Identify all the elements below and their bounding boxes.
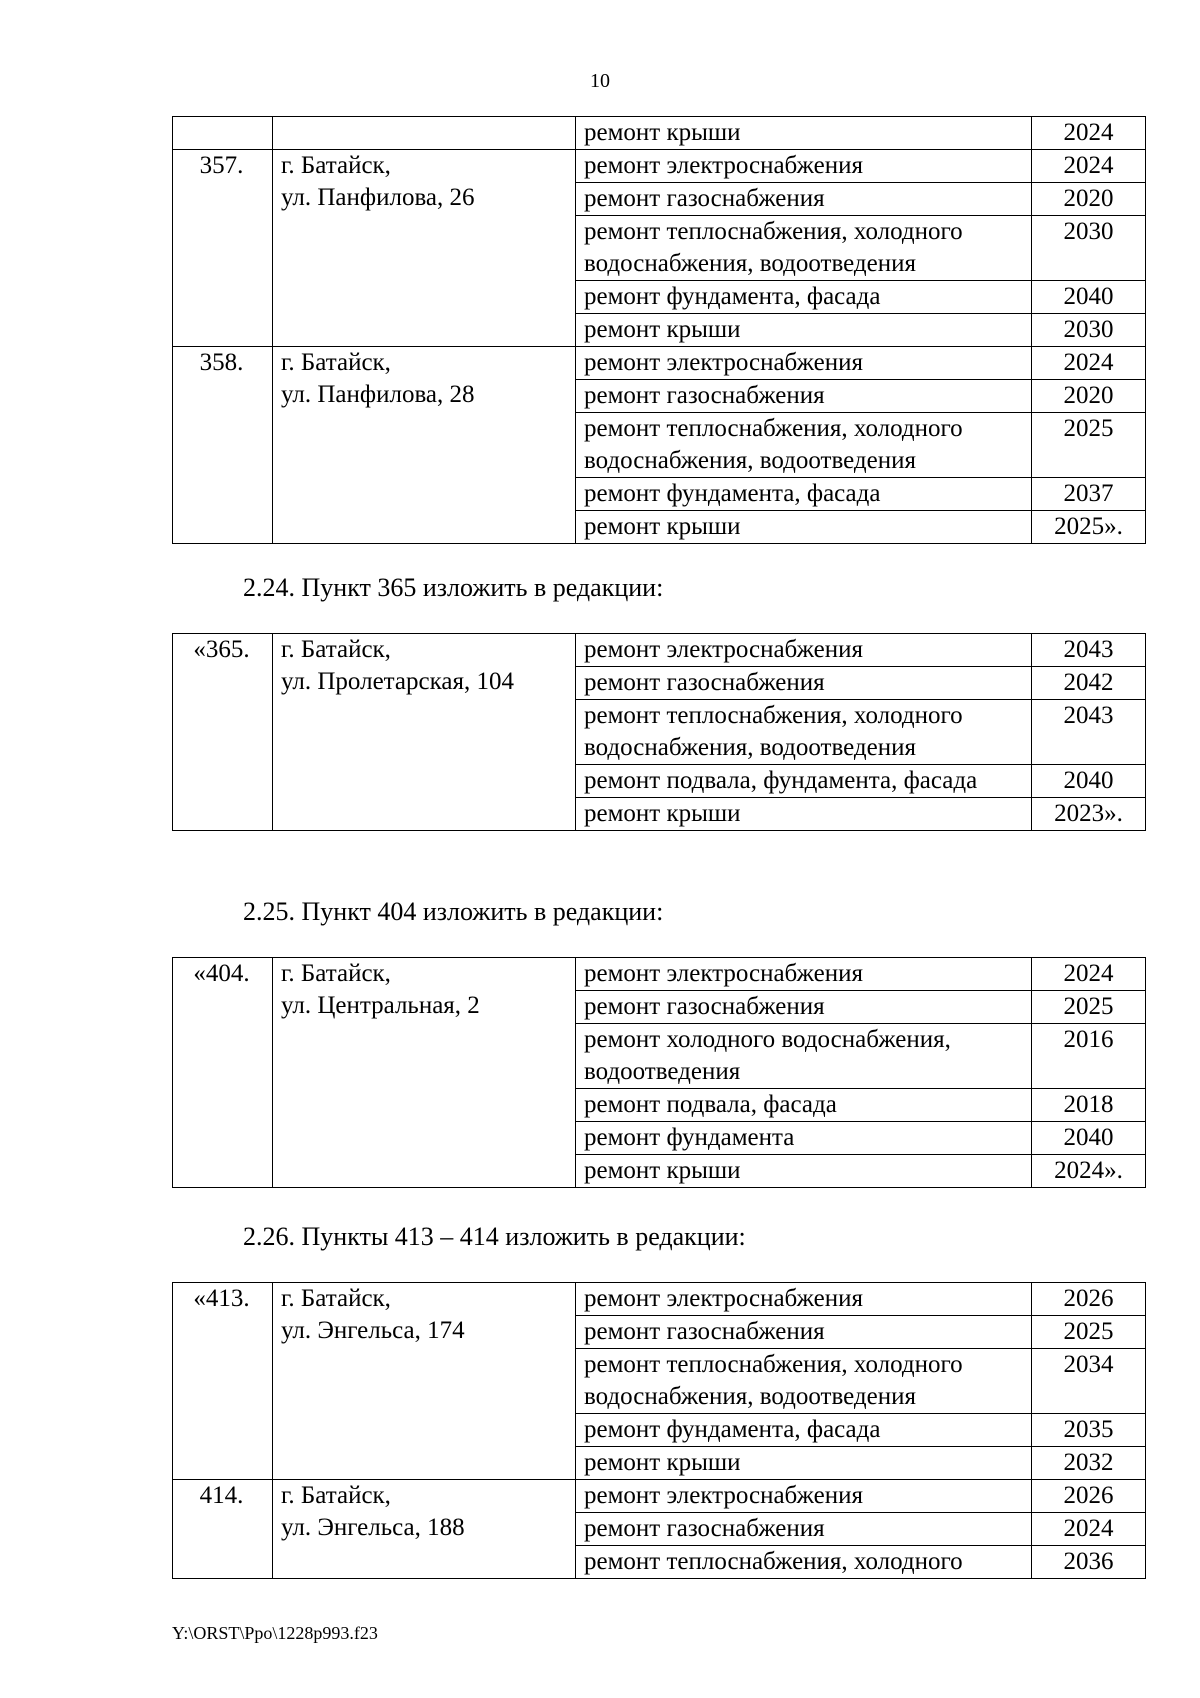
work-year: 2024 <box>1032 117 1146 150</box>
work-type: ремонт крыши <box>576 511 1032 544</box>
address-cell <box>273 958 576 1188</box>
work-year: 2024 <box>1032 150 1146 183</box>
work-type: ремонт крыши <box>576 1447 1032 1480</box>
item-number: «413. <box>173 1283 273 1480</box>
section-heading-2-25: 2.25. Пункт 404 изложить в редакции: <box>243 897 664 926</box>
address-street: ул. Панфилова, 28 <box>281 381 475 408</box>
address-city: г. Батайск, <box>281 152 391 179</box>
work-type: ремонт фундамента, фасада <box>576 478 1032 511</box>
work-type: ремонт подвала, фундамента, фасада <box>576 765 1032 798</box>
address-city: г. Батайск, <box>281 636 391 663</box>
item-number: 414. <box>173 1480 273 1579</box>
work-type: ремонт газоснабжения <box>576 991 1032 1024</box>
work-year: 2016 <box>1032 1024 1146 1089</box>
work-year: 2040 <box>1032 281 1146 314</box>
work-type: ремонт газоснабжения <box>576 380 1032 413</box>
work-type: ремонт электроснабжения <box>576 347 1032 380</box>
table-row <box>173 958 1146 991</box>
file-path-footer: Y:\ORST\Ppo\1228p993.f23 <box>172 1623 378 1643</box>
work-year: 2032 <box>1032 1447 1146 1480</box>
work-year: 2043 <box>1032 634 1146 667</box>
work-type: ремонт теплоснабжения, холодного водоснабжения, водоотведения <box>576 413 1032 478</box>
work-year: 2025». <box>1032 511 1146 544</box>
works-table-413-414 <box>172 1282 1146 1579</box>
work-year: 2037 <box>1032 478 1146 511</box>
work-type: ремонт электроснабжения <box>576 634 1032 667</box>
work-type: ремонт фундамента, фасада <box>576 1414 1032 1447</box>
address-cell <box>273 1283 576 1480</box>
work-year: 2020 <box>1032 380 1146 413</box>
work-year: 2020 <box>1032 183 1146 216</box>
work-type: ремонт крыши <box>576 314 1032 347</box>
work-year: 2036 <box>1032 1546 1146 1579</box>
work-year: 2042 <box>1032 667 1146 700</box>
table-row <box>173 1480 1146 1513</box>
work-year: 2040 <box>1032 1122 1146 1155</box>
work-type: ремонт газоснабжения <box>576 1316 1032 1349</box>
table-row <box>173 117 1146 150</box>
work-type: ремонт электроснабжения <box>576 1283 1032 1316</box>
address-street: ул. Энгельса, 174 <box>281 1317 465 1344</box>
address-street: ул. Энгельса, 188 <box>281 1514 465 1541</box>
work-type: ремонт фундамента, фасада <box>576 281 1032 314</box>
address-cell <box>273 1480 576 1579</box>
work-type: ремонт газоснабжения <box>576 1513 1032 1546</box>
work-year: 2043 <box>1032 700 1146 765</box>
address-city: г. Батайск, <box>281 960 391 987</box>
work-type: ремонт электроснабжения <box>576 958 1032 991</box>
work-year: 2025 <box>1032 991 1146 1024</box>
address-street: ул. Центральная, 2 <box>281 992 480 1019</box>
work-type: ремонт газоснабжения <box>576 183 1032 216</box>
work-year: 2024 <box>1032 1513 1146 1546</box>
work-type: ремонт подвала, фасада <box>576 1089 1032 1122</box>
table-row <box>173 634 1146 667</box>
work-year: 2034 <box>1032 1349 1146 1414</box>
works-table-continuation <box>172 116 1146 544</box>
work-type: ремонт холодного водоснабжения, водоотведения <box>576 1024 1032 1089</box>
work-year: 2035 <box>1032 1414 1146 1447</box>
item-number: 357. <box>173 150 273 347</box>
work-type: ремонт теплоснабжения, холодного <box>576 1546 1032 1579</box>
address-city: г. Батайск, <box>281 1482 391 1509</box>
work-type: ремонт теплоснабжения, холодного водоснабжения, водоотведения <box>576 1349 1032 1414</box>
table-row <box>173 1283 1146 1316</box>
work-year: 2040 <box>1032 765 1146 798</box>
work-year: 2026 <box>1032 1283 1146 1316</box>
works-table-365 <box>172 633 1146 831</box>
work-year: 2025 <box>1032 1316 1146 1349</box>
work-year: 2024». <box>1032 1155 1146 1188</box>
address-cell <box>273 634 576 831</box>
table-row <box>173 150 1146 183</box>
item-number: «365. <box>173 634 273 831</box>
address-cell <box>273 347 576 544</box>
work-year: 2023». <box>1032 798 1146 831</box>
work-type: ремонт теплоснабжения, холодного водоснабжения, водоотведения <box>576 700 1032 765</box>
works-table-404 <box>172 957 1146 1188</box>
work-type: ремонт электроснабжения <box>576 1480 1032 1513</box>
work-year: 2024 <box>1032 347 1146 380</box>
work-year: 2024 <box>1032 958 1146 991</box>
work-year: 2030 <box>1032 216 1146 281</box>
work-year: 2026 <box>1032 1480 1146 1513</box>
item-number: «404. <box>173 958 273 1188</box>
address-street: ул. Пролетарская, 104 <box>281 668 514 695</box>
section-heading-2-24: 2.24. Пункт 365 изложить в редакции: <box>243 573 664 602</box>
address-city: г. Батайск, <box>281 1285 391 1312</box>
section-heading-2-26: 2.26. Пункты 413 – 414 изложить в редакции: <box>243 1222 746 1251</box>
work-year: 2025 <box>1032 413 1146 478</box>
table-row <box>173 347 1146 380</box>
work-year: 2030 <box>1032 314 1146 347</box>
work-type: ремонт крыши <box>576 117 1032 150</box>
item-number: 358. <box>173 347 273 544</box>
address-city: г. Батайск, <box>281 349 391 376</box>
page-number: 10 <box>590 70 610 92</box>
work-type: ремонт электроснабжения <box>576 150 1032 183</box>
address-cell <box>273 150 576 347</box>
work-type: ремонт теплоснабжения, холодного водоснабжения, водоотведения <box>576 216 1032 281</box>
address-street: ул. Панфилова, 26 <box>281 184 475 211</box>
work-year: 2018 <box>1032 1089 1146 1122</box>
address-cell <box>273 117 576 150</box>
work-type: ремонт крыши <box>576 1155 1032 1188</box>
work-type: ремонт крыши <box>576 798 1032 831</box>
work-type: ремонт газоснабжения <box>576 667 1032 700</box>
work-type: ремонт фундамента <box>576 1122 1032 1155</box>
item-number <box>173 117 273 150</box>
